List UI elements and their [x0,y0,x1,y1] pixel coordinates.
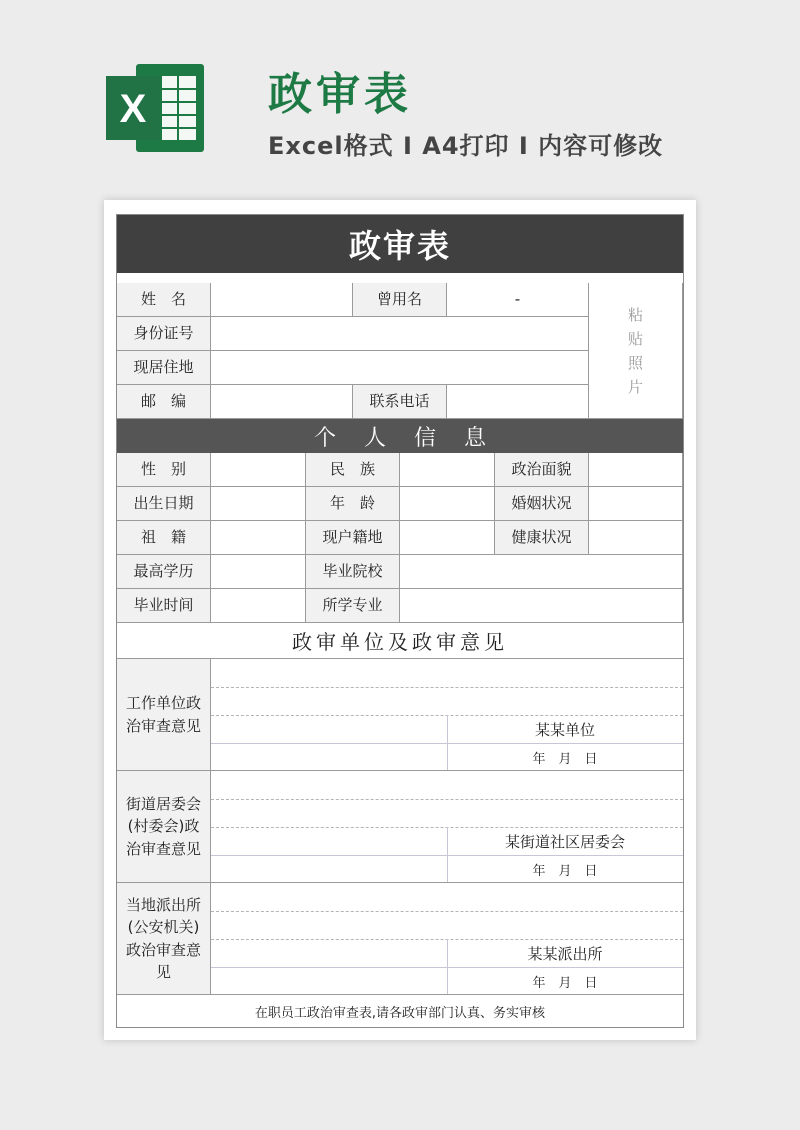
divider [211,911,683,912]
household-field[interactable] [400,521,495,555]
education-label: 最高学历 [117,555,211,589]
politics-field[interactable] [589,453,683,487]
section-3-label: 当地派出所(公安机关)政治审查意见 [117,883,211,995]
address-label: 现居住地 [117,351,211,385]
school-label: 毕业院校 [306,555,400,589]
phone-label: 联系电话 [353,385,447,419]
former-name-field[interactable]: - [447,283,589,317]
document-paper [104,200,696,1040]
birth-field[interactable] [211,487,306,521]
name-field[interactable] [211,283,353,317]
divider [211,799,683,800]
gender-label: 性 别 [117,453,211,487]
former-name-label: 曾用名 [353,283,447,317]
section-1-label: 工作单位政治审查意见 [117,659,211,771]
section-1-org: 某某单位 [534,721,595,739]
education-field[interactable] [211,555,306,589]
native-label: 祖 籍 [117,521,211,555]
section-3-date: 年 月 日 [532,976,598,991]
ethnicity-field[interactable] [400,453,495,487]
page-subtitle: Excel格式 I A4打印 I 内容可修改 [268,132,664,160]
age-field[interactable] [400,487,495,521]
postcode-label: 邮 编 [117,385,211,419]
marital-field[interactable] [589,487,683,521]
photo-char: 片 [627,377,643,396]
review-header: 政审单位及政审意见 [117,623,683,659]
name-label: 姓 名 [117,283,211,317]
page-header [0,0,800,200]
section-2-label: 街道居委会(村委会)政治审查意见 [117,771,211,883]
divider [211,687,683,688]
marital-label: 婚姻状况 [495,487,589,521]
form-sheet [116,214,684,1028]
id-number-field[interactable] [211,317,589,351]
photo-char: 粘 [627,305,643,324]
phone-field[interactable] [447,385,589,419]
postcode-field[interactable] [211,385,353,419]
excel-logo-letter: X [119,87,147,131]
address-field[interactable] [211,351,589,385]
section-2-org: 某街道社区居委会 [504,833,625,851]
form-footer-note: 在职员工政治审查表,请各政审部门认真、务实审核 [254,1005,546,1021]
age-label: 年 龄 [306,487,400,521]
politics-label: 政治面貌 [495,453,589,487]
personal-info-header: 个人信息 [117,419,683,453]
health-field[interactable] [589,521,683,555]
form-title: 政审表 [117,215,683,273]
school-field[interactable] [400,555,683,589]
ethnicity-label: 民 族 [306,453,400,487]
section-1-date: 年 月 日 [532,752,598,767]
major-field[interactable] [400,589,683,623]
birth-label: 出生日期 [117,487,211,521]
household-label: 现户籍地 [306,521,400,555]
native-field[interactable] [211,521,306,555]
health-label: 健康状况 [495,521,589,555]
photo-char: 照 [627,353,643,372]
section-2-date: 年 月 日 [532,864,598,879]
excel-logo-icon [104,58,208,158]
photo-area[interactable] [589,283,683,419]
photo-char: 贴 [627,329,643,348]
major-label: 所学专业 [306,589,400,623]
section-3-org: 某某派出所 [527,945,603,963]
page-title: 政审表 [268,69,412,120]
grad-time-field[interactable] [211,589,306,623]
gender-field[interactable] [211,453,306,487]
grad-time-label: 毕业时间 [117,589,211,623]
id-number-label: 身份证号 [117,317,211,351]
